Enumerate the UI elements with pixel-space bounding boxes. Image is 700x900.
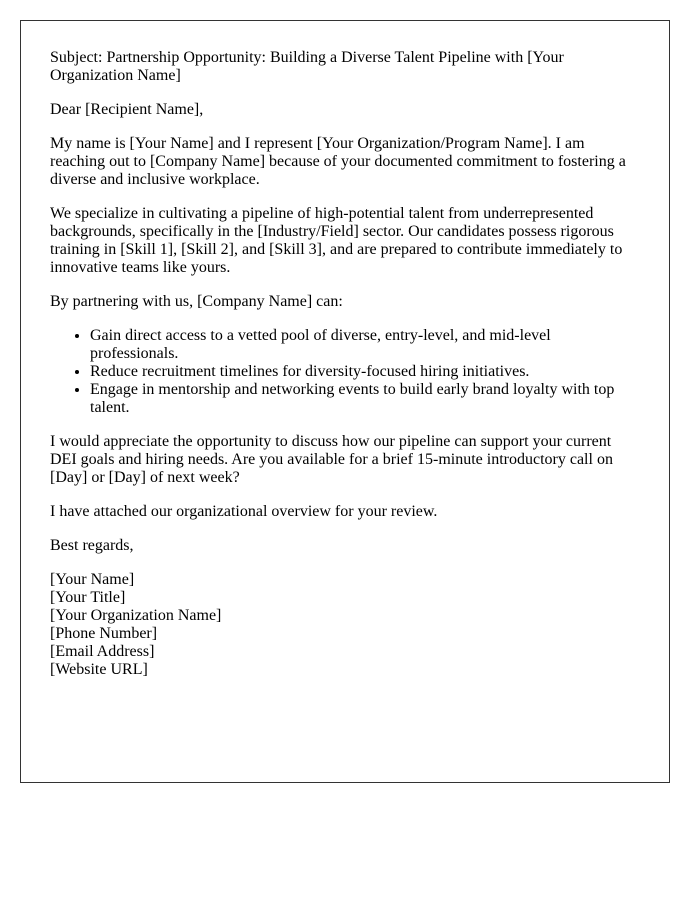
list-item: • Reduce recruitment timelines for diversity-focused hiring initiatives. [90, 363, 640, 381]
signature-organization: [Your Organization Name] [50, 607, 222, 624]
signature-email: [Email Address] [50, 643, 155, 660]
signature-phone: [Phone Number] [50, 625, 158, 642]
signoff: Best regards, [50, 537, 134, 554]
attachment-note: I have attached our organizational overview for your review. [50, 503, 438, 520]
benefits-list [50, 327, 640, 417]
call-request-paragraph: I would appreciate the opportunity to discuss how our pipeline can support your current DEI goals and hiring needs. Are you available for a brief 15-minute introductory call on [Day] or [Day] of next week? [50, 433, 613, 486]
greeting: Dear [Recipient Name], [50, 101, 204, 118]
specialization-paragraph: We specialize in cultivating a pipeline of high-potential talent from underrepresented backgrounds, specifically in the [Industry/Field] sector. Our candidates possess rigorous training in [Skill 1], [Skill 2], and [Skill 3], and are prepared to contribute immediately to innovative teams like yours. [50, 205, 623, 276]
signature-title: [Your Title] [50, 589, 126, 606]
subject-line: Subject: Partnership Opportunity: Building a Diverse Talent Pipeline with [Your Organization Name] [50, 49, 564, 84]
benefits-intro: By partnering with us, [Company Name] can: [50, 293, 343, 310]
intro-paragraph: My name is [Your Name] and I represent [Your Organization/Program Name]. I am reaching out to [Company Name] because of your documented commitment to fostering a diverse and inclusive workplace. [50, 135, 626, 188]
signature-block [50, 571, 640, 679]
list-item: • Engage in mentorship and networking events to build early brand loyalty with top talent. [90, 381, 640, 417]
signature-name: [Your Name] [50, 571, 135, 588]
signature-website: [Website URL] [50, 661, 148, 678]
letter-container [20, 20, 670, 783]
list-item: • Gain direct access to a vetted pool of diverse, entry-level, and mid-level professionals. [90, 327, 640, 363]
